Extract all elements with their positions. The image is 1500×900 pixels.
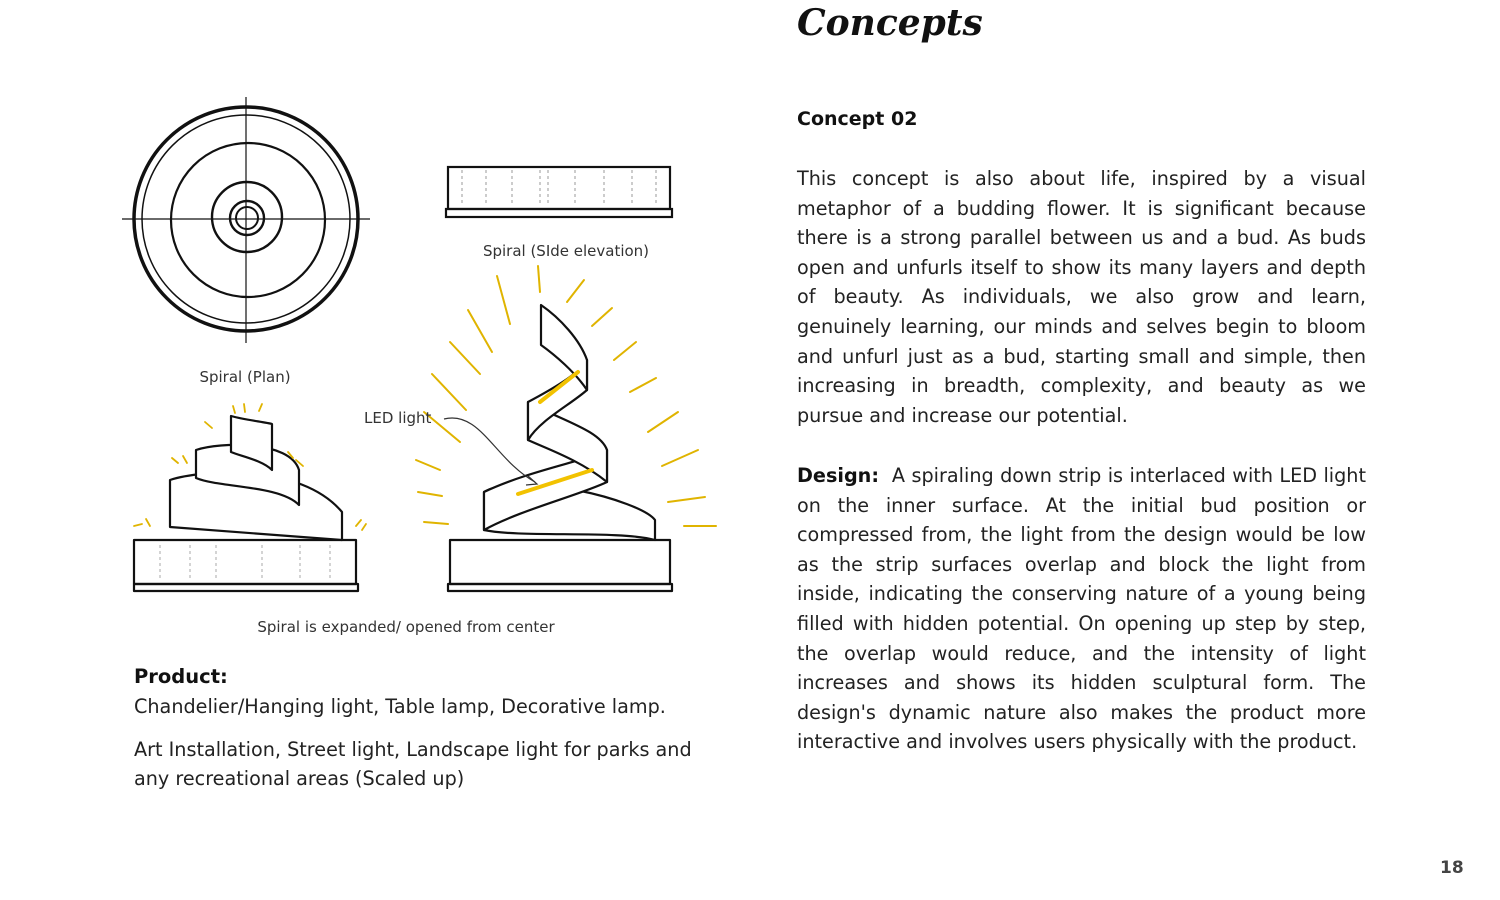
design-paragraph: [797, 461, 1366, 757]
concept-heading: Concept 02: [797, 108, 918, 130]
product-uses-scaled: Art Installation, Street light, Landscape light for parks and any recreational areas (Scaled up): [134, 737, 692, 790]
elevation-caption: Spiral (SIde elevation): [482, 242, 650, 260]
compressed-bud-drawing: [134, 416, 358, 591]
page-number: 18: [1440, 858, 1464, 878]
expanded-caption: Spiral is expanded/ opened from center: [257, 618, 555, 636]
spiral-elevation-drawing: [446, 167, 672, 217]
design-text: A spiraling down strip is interlaced with LED light on the inner surface. At the initial bud position or compressed from, the light from the design would be low as the strip surfaces overlap and block the light from inside, indicating the conserving nature of a young being filled with hidden potential. On opening up step by step, the overlap would reduce, and the intensity of light increases and shows its hidden sculptural form. The design's dynamic nature also makes the product more interactive and involves users physically with the product.: [797, 464, 1366, 754]
product-label: Product:: [134, 665, 228, 688]
design-label: Design:: [797, 464, 880, 487]
led-label-arrow: [444, 418, 535, 482]
expanded-spiral-drawing: [448, 305, 672, 591]
product-uses-primary: Chandelier/Hanging light, Table lamp, Decorative lamp.: [134, 695, 666, 718]
product-section: [134, 662, 724, 794]
page-title: Concepts: [797, 2, 983, 44]
plan-caption: Spiral (Plan): [199, 368, 291, 386]
spiral-plan-drawing: [122, 97, 370, 343]
spiral-concept-sketch: [0, 0, 760, 660]
concept-intro-paragraph: This concept is also about life, inspired by a visual metaphor of a budding flower. It is significant because there is a strong parallel between us and a bud. As buds open and unfurls itself to show its many layers and depth of beauty. As individuals, we also grow and learn, genuinely learning, our minds and selves begin to bloom and unfurl just as a bud, starting small and simple, then increasing in breadth, complexity, and beauty as we pursue and increase our potential.: [797, 167, 1366, 427]
led-label: LED light: [364, 409, 432, 427]
